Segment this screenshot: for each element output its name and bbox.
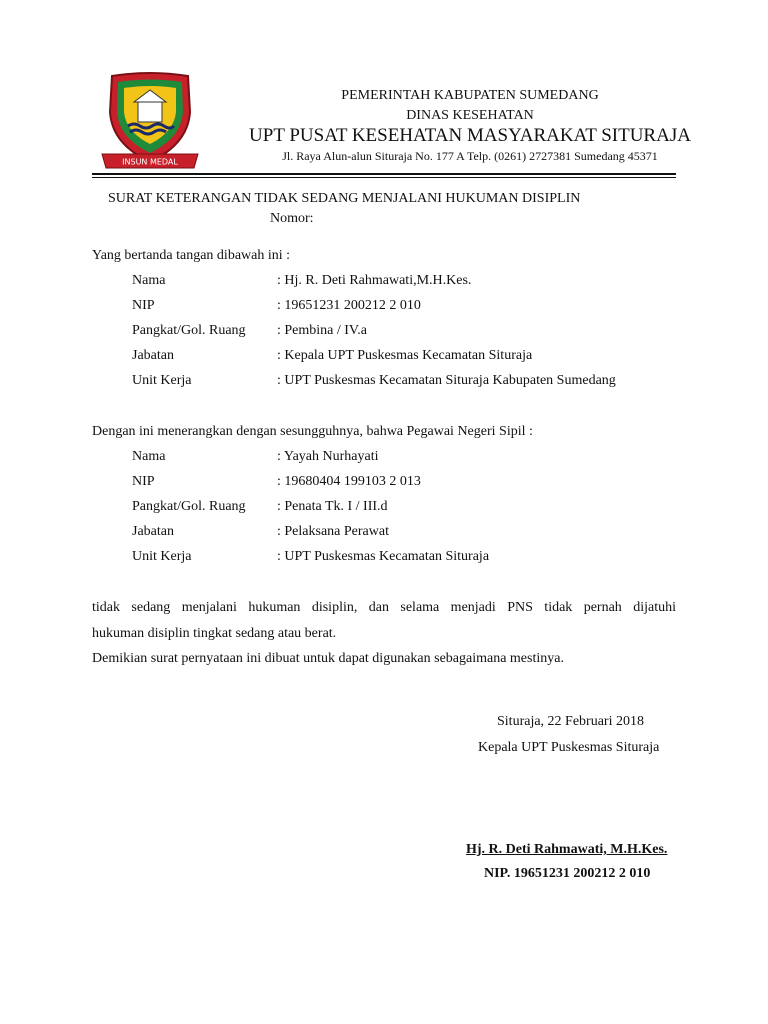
signer-label-nama: Nama: [132, 273, 166, 288]
letter-number: Nomor:: [270, 211, 314, 226]
employee-label-unit-kerja: Unit Kerja: [132, 549, 192, 564]
signer-label-pangkat: Pangkat/Gol. Ruang: [132, 323, 246, 338]
employee-value-nama: : Yayah Nurhayati: [277, 449, 379, 464]
employee-label-nama: Nama: [132, 449, 166, 464]
header-rule: [92, 173, 676, 175]
kop-pemerintah: PEMERINTAH KABUPATEN SUMEDANG: [341, 88, 599, 103]
employee-value-jabatan: : Pelaksana Perawat: [277, 524, 389, 539]
place-date: Situraja, 22 Februari 2018: [497, 714, 644, 729]
signer-label-jabatan: Jabatan: [132, 348, 174, 363]
kop-upt-title: UPT PUSAT KESEHATAN MASYARAKAT SITURAJA: [249, 125, 691, 146]
signer-value-unit-kerja: : UPT Puskesmas Kecamatan Situraja Kabupaten Sumedang: [277, 373, 616, 388]
svg-text:INSUN MEDAL: INSUN MEDAL: [122, 157, 178, 167]
letter-title: SURAT KETERANGAN TIDAK SEDANG MENJALANI HUKUMAN DISIPLIN: [108, 191, 581, 206]
signer-nip: NIP. 19651231 200212 2 010: [484, 866, 651, 881]
signer-position: Kepala UPT Puskesmas Situraja: [478, 740, 660, 755]
sumedang-emblem-logo: [98, 72, 202, 170]
employee-value-unit-kerja: : UPT Puskesmas Kecamatan Situraja: [277, 549, 490, 564]
signer-value-jabatan: : Kepala UPT Puskesmas Kecamatan Situraja: [277, 348, 533, 363]
statement-line-1: tidak sedang menjalani hukuman disiplin, dan selama menjadi PNS tidak pernah dijatuhi: [92, 600, 676, 615]
employee-value-nip: : 19680404 199103 2 013: [277, 474, 421, 489]
signer-value-nip: : 19651231 200212 2 010: [277, 298, 421, 313]
employee-label-jabatan: Jabatan: [132, 524, 174, 539]
intro-signer: Yang bertanda tangan dibawah ini :: [92, 248, 291, 263]
intro-employee: Dengan ini menerangkan dengan sesungguhnya, bahwa Pegawai Negeri Sipil :: [92, 424, 533, 439]
signer-label-unit-kerja: Unit Kerja: [132, 373, 192, 388]
kop-address: Jl. Raya Alun-alun Situraja No. 177 A Telp. (0261) 2727381 Sumedang 45371: [282, 149, 658, 163]
employee-label-nip: NIP: [132, 474, 155, 489]
employee-label-pangkat: Pangkat/Gol. Ruang: [132, 499, 246, 514]
employee-value-pangkat: : Penata Tk. I / III.d: [277, 499, 388, 514]
header-rule-thin: [92, 177, 676, 178]
signer-label-nip: NIP: [132, 298, 155, 313]
closing-paragraph: Demikian surat pernyataan ini dibuat untuk dapat digunakan sebagaimana mestinya.: [92, 651, 564, 666]
signer-value-pangkat: : Pembina / IV.a: [277, 323, 367, 338]
signer-value-nama: : Hj. R. Deti Rahmawati,M.H.Kes.: [277, 273, 472, 288]
statement-line-2: hukuman disiplin tingkat sedang atau berat.: [92, 626, 337, 641]
signer-name: Hj. R. Deti Rahmawati, M.H.Kes.: [466, 842, 668, 857]
kop-dinas: DINAS KESEHATAN: [406, 108, 534, 123]
